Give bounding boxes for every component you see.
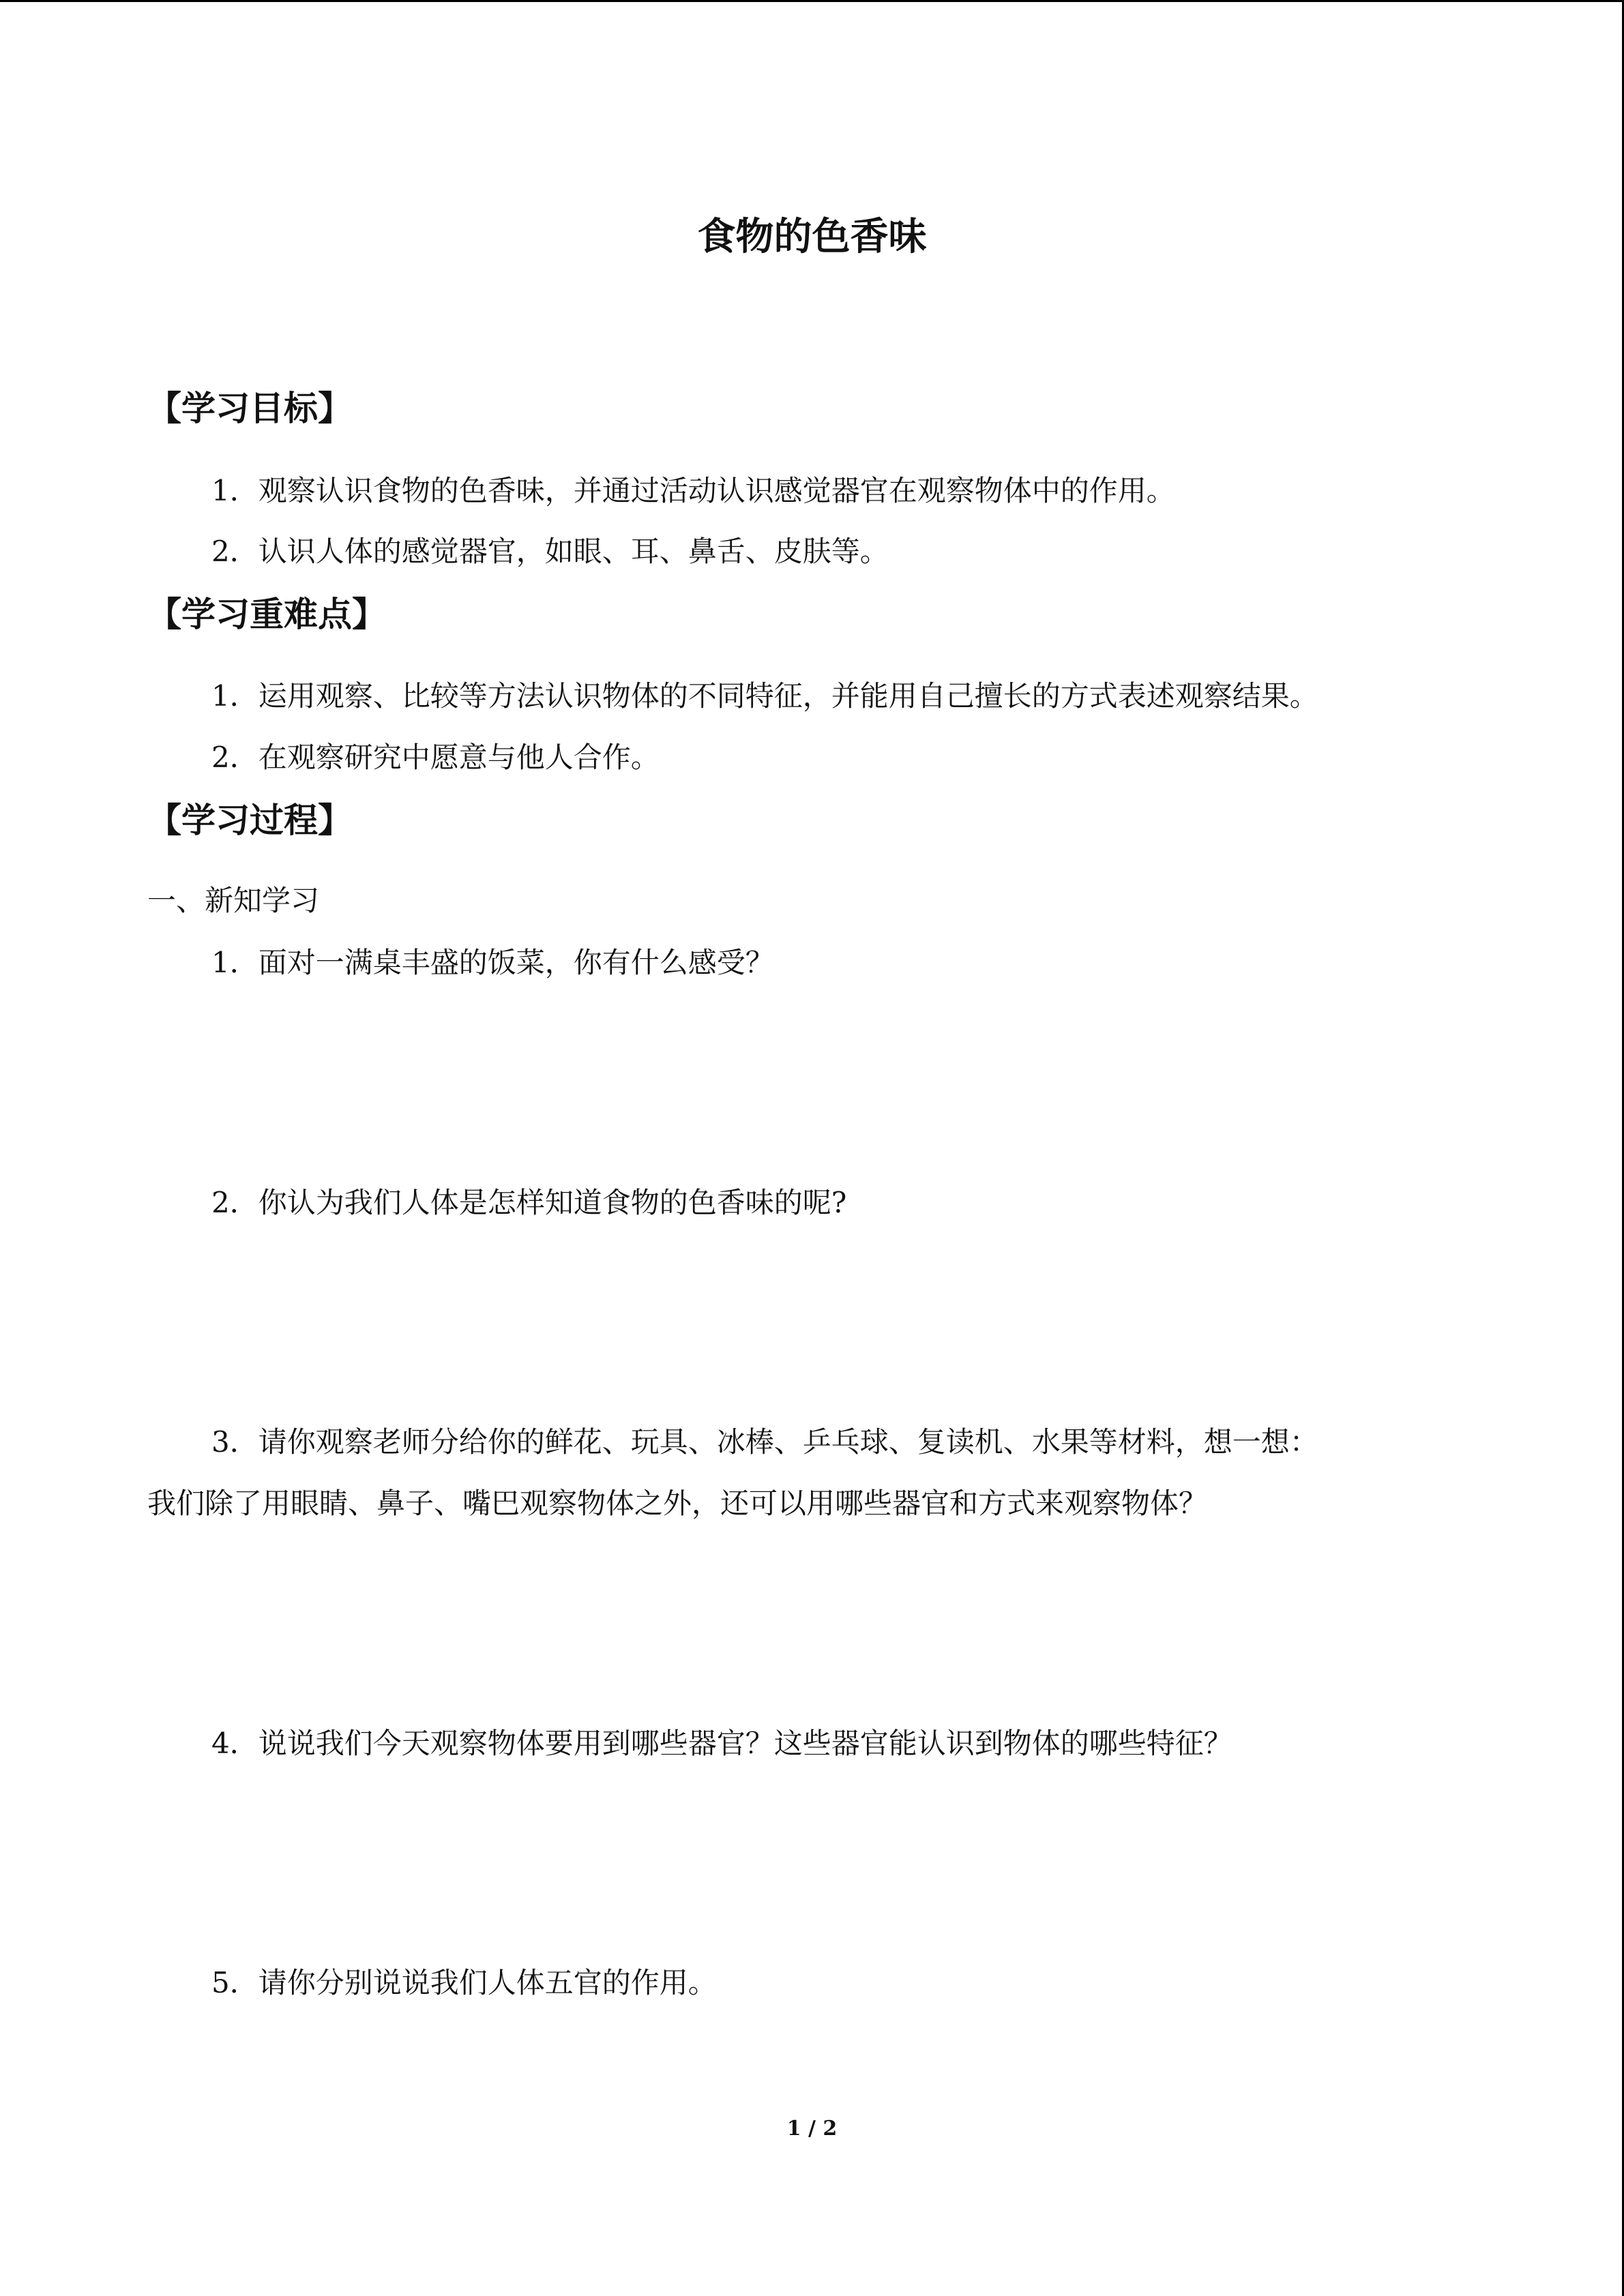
heading-learning-goals: 【学习目标】 bbox=[147, 389, 352, 428]
question-3-line-1: 3．请你观察老师分给你的鲜花、玩具、冰棒、乒乓球、复读机、水果等材料，想一想： bbox=[211, 1425, 1318, 1459]
question-5: 5．请你分别说说我们人体五官的作用。 bbox=[211, 1966, 717, 1999]
subheading-new-knowledge: 一、新知学习 bbox=[147, 884, 320, 917]
question-2: 2．你认为我们人体是怎样知道食物的色香味的呢? bbox=[211, 1186, 847, 1219]
question-1: 1．面对一满桌丰盛的饭菜，你有什么感受？ bbox=[211, 946, 774, 979]
question-4: 4．说说我们今天观察物体要用到哪些器官？这些器官能认识到物体的哪些特征？ bbox=[211, 1727, 1232, 1760]
heading-key-points: 【学习重难点】 bbox=[147, 595, 386, 634]
page-number: 1 / 2 bbox=[786, 2117, 838, 2141]
page-title: 食物的色香味 bbox=[697, 215, 927, 259]
question-3-line-2: 我们除了用眼睛、鼻子、嘴巴观察物体之外，还可以用哪些器官和方式来观察物体？ bbox=[147, 1487, 1208, 1520]
key-point-item-1: 1．运用观察、比较等方法认识物体的不同特征，并能用自己擅长的方式表述观察结果。 bbox=[211, 679, 1318, 713]
heading-learning-process: 【学习过程】 bbox=[147, 801, 352, 840]
goal-item-1: 1．观察认识食物的色香味，并通过活动认识感觉器官在观察物体中的作用。 bbox=[211, 474, 1175, 507]
key-point-item-2: 2．在观察研究中愿意与他人合作。 bbox=[211, 741, 660, 774]
page-border-top bbox=[0, 0, 1624, 2]
goal-item-2: 2．认识人体的感觉器官，如眼、耳、鼻舌、皮肤等。 bbox=[211, 535, 889, 568]
